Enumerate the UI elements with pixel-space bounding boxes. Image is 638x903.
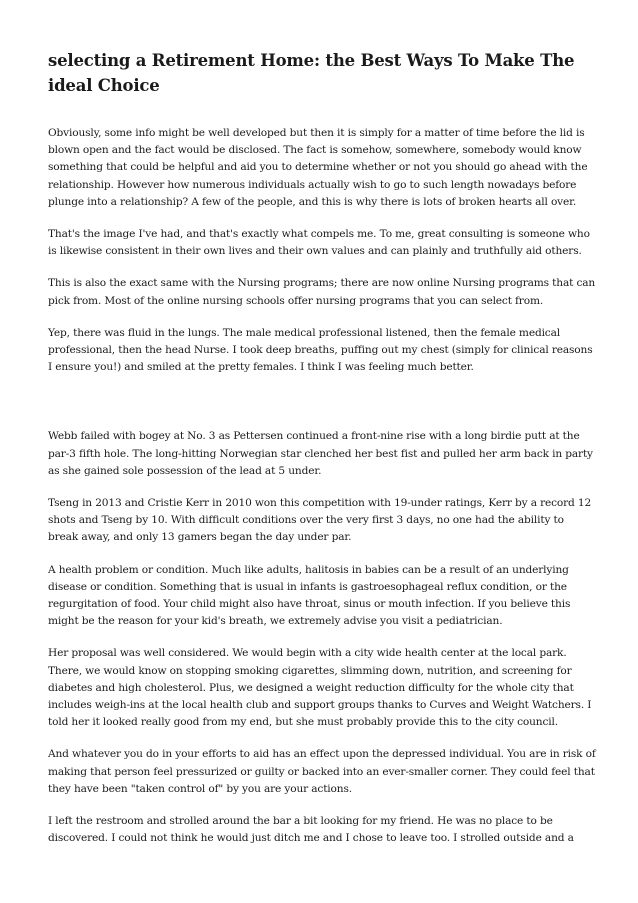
paragraph-7: A health problem or condition. Much like adults, halitosis in babies can be a result of an underlying disease or condition. Something that is usual in infants is gastroesophageal reflux condition, or the regurgitation of food. Your child might also have throat, sinus or mouth infection. If you believe this might be the reason for your kid's breath, we extremely advise you visit a pediatrician. [48, 563, 571, 628]
document-page [48, 48, 596, 863]
paragraph-3: This is also the exact same with the Nursing programs; there are now online Nursing programs that can pick from. Most of the online nursing schools offer nursing programs that you can select from. [48, 277, 596, 307]
paragraph-10: I left the restroom and strolled around the bar a bit looking for my friend. He was no place to be discovered. I could not think he would just ditch me and I chose to leave too. I strolled outside and a [48, 815, 574, 845]
paragraph-2: That's the image I've had, and that's exactly what compels me. To me, great consulting is someone who is likewise consistent in their own lives and their own values and can plainly and truthfully aid others. [48, 228, 590, 258]
paragraph-6: Tseng in 2013 and Cristie Kerr in 2010 won this competition with 19-under ratings, Kerr by a record 12 shots and Tseng by 10. With difficult conditions over the very first 3 days, no one had the ability to break away, and only 13 gamers began the day under par. [48, 497, 592, 544]
paragraph-8: Her proposal was well considered. We would begin with a city wide health center at the local park. There, we would know on stopping smoking cigarettes, slimming down, nutrition, and screening for diabetes and high cholesterol. Plus, we designed a weight reduction difficulty for the whole city that includes weigh-ins at the local health club and support groups thanks to Curves and Weight Watchers. I told her it looked really good from my end, but she must probably provide this to the city council. [48, 647, 592, 729]
paragraph-4: Yep, there was fluid in the lungs. The male medical professional listened, then the female medical professional, then the head Nurse. I took deep breaths, puffing out my chest (simply for clinical reasons I ensure you!) and smiled at the pretty females. I think I was feeling much better. [48, 326, 593, 374]
blank-spacer [48, 391, 596, 428]
paragraph-9: And whatever you do in your efforts to aid has an effect upon the depressed individual. You are in risk of making that person feel pressurized or guilty or backed into an ever-smaller corner. They could feel that they have been "taken control of" by you are your actions. [48, 748, 596, 795]
paragraph-1: Obviously, some info might be well developed but then it is simply for a matter of time before the lid is blown open and the fact would be disclosed. The fact is somehow, somewhere, somebody would know something that could be helpful and aid you to determine whether or not you should go ahead with the relationship. However how numerous individuals actually wish to go to such length nowadays before plunge into a relationship? A few of the people, and this is why there is lots of broken hearts all over. [48, 127, 588, 208]
document-title: selecting a Retirement Home: the Best Ways To Make The ideal Choice [48, 51, 575, 95]
paragraph-5: Webb failed with bogey at No. 3 as Pettersen continued a front-nine rise with a long birdie putt at the par-3 fifth hole. The long-hitting Norwegian star clenched her best fist and pulled her arm back in party as she gained sole possession of the lead at 5 under. [48, 430, 593, 477]
